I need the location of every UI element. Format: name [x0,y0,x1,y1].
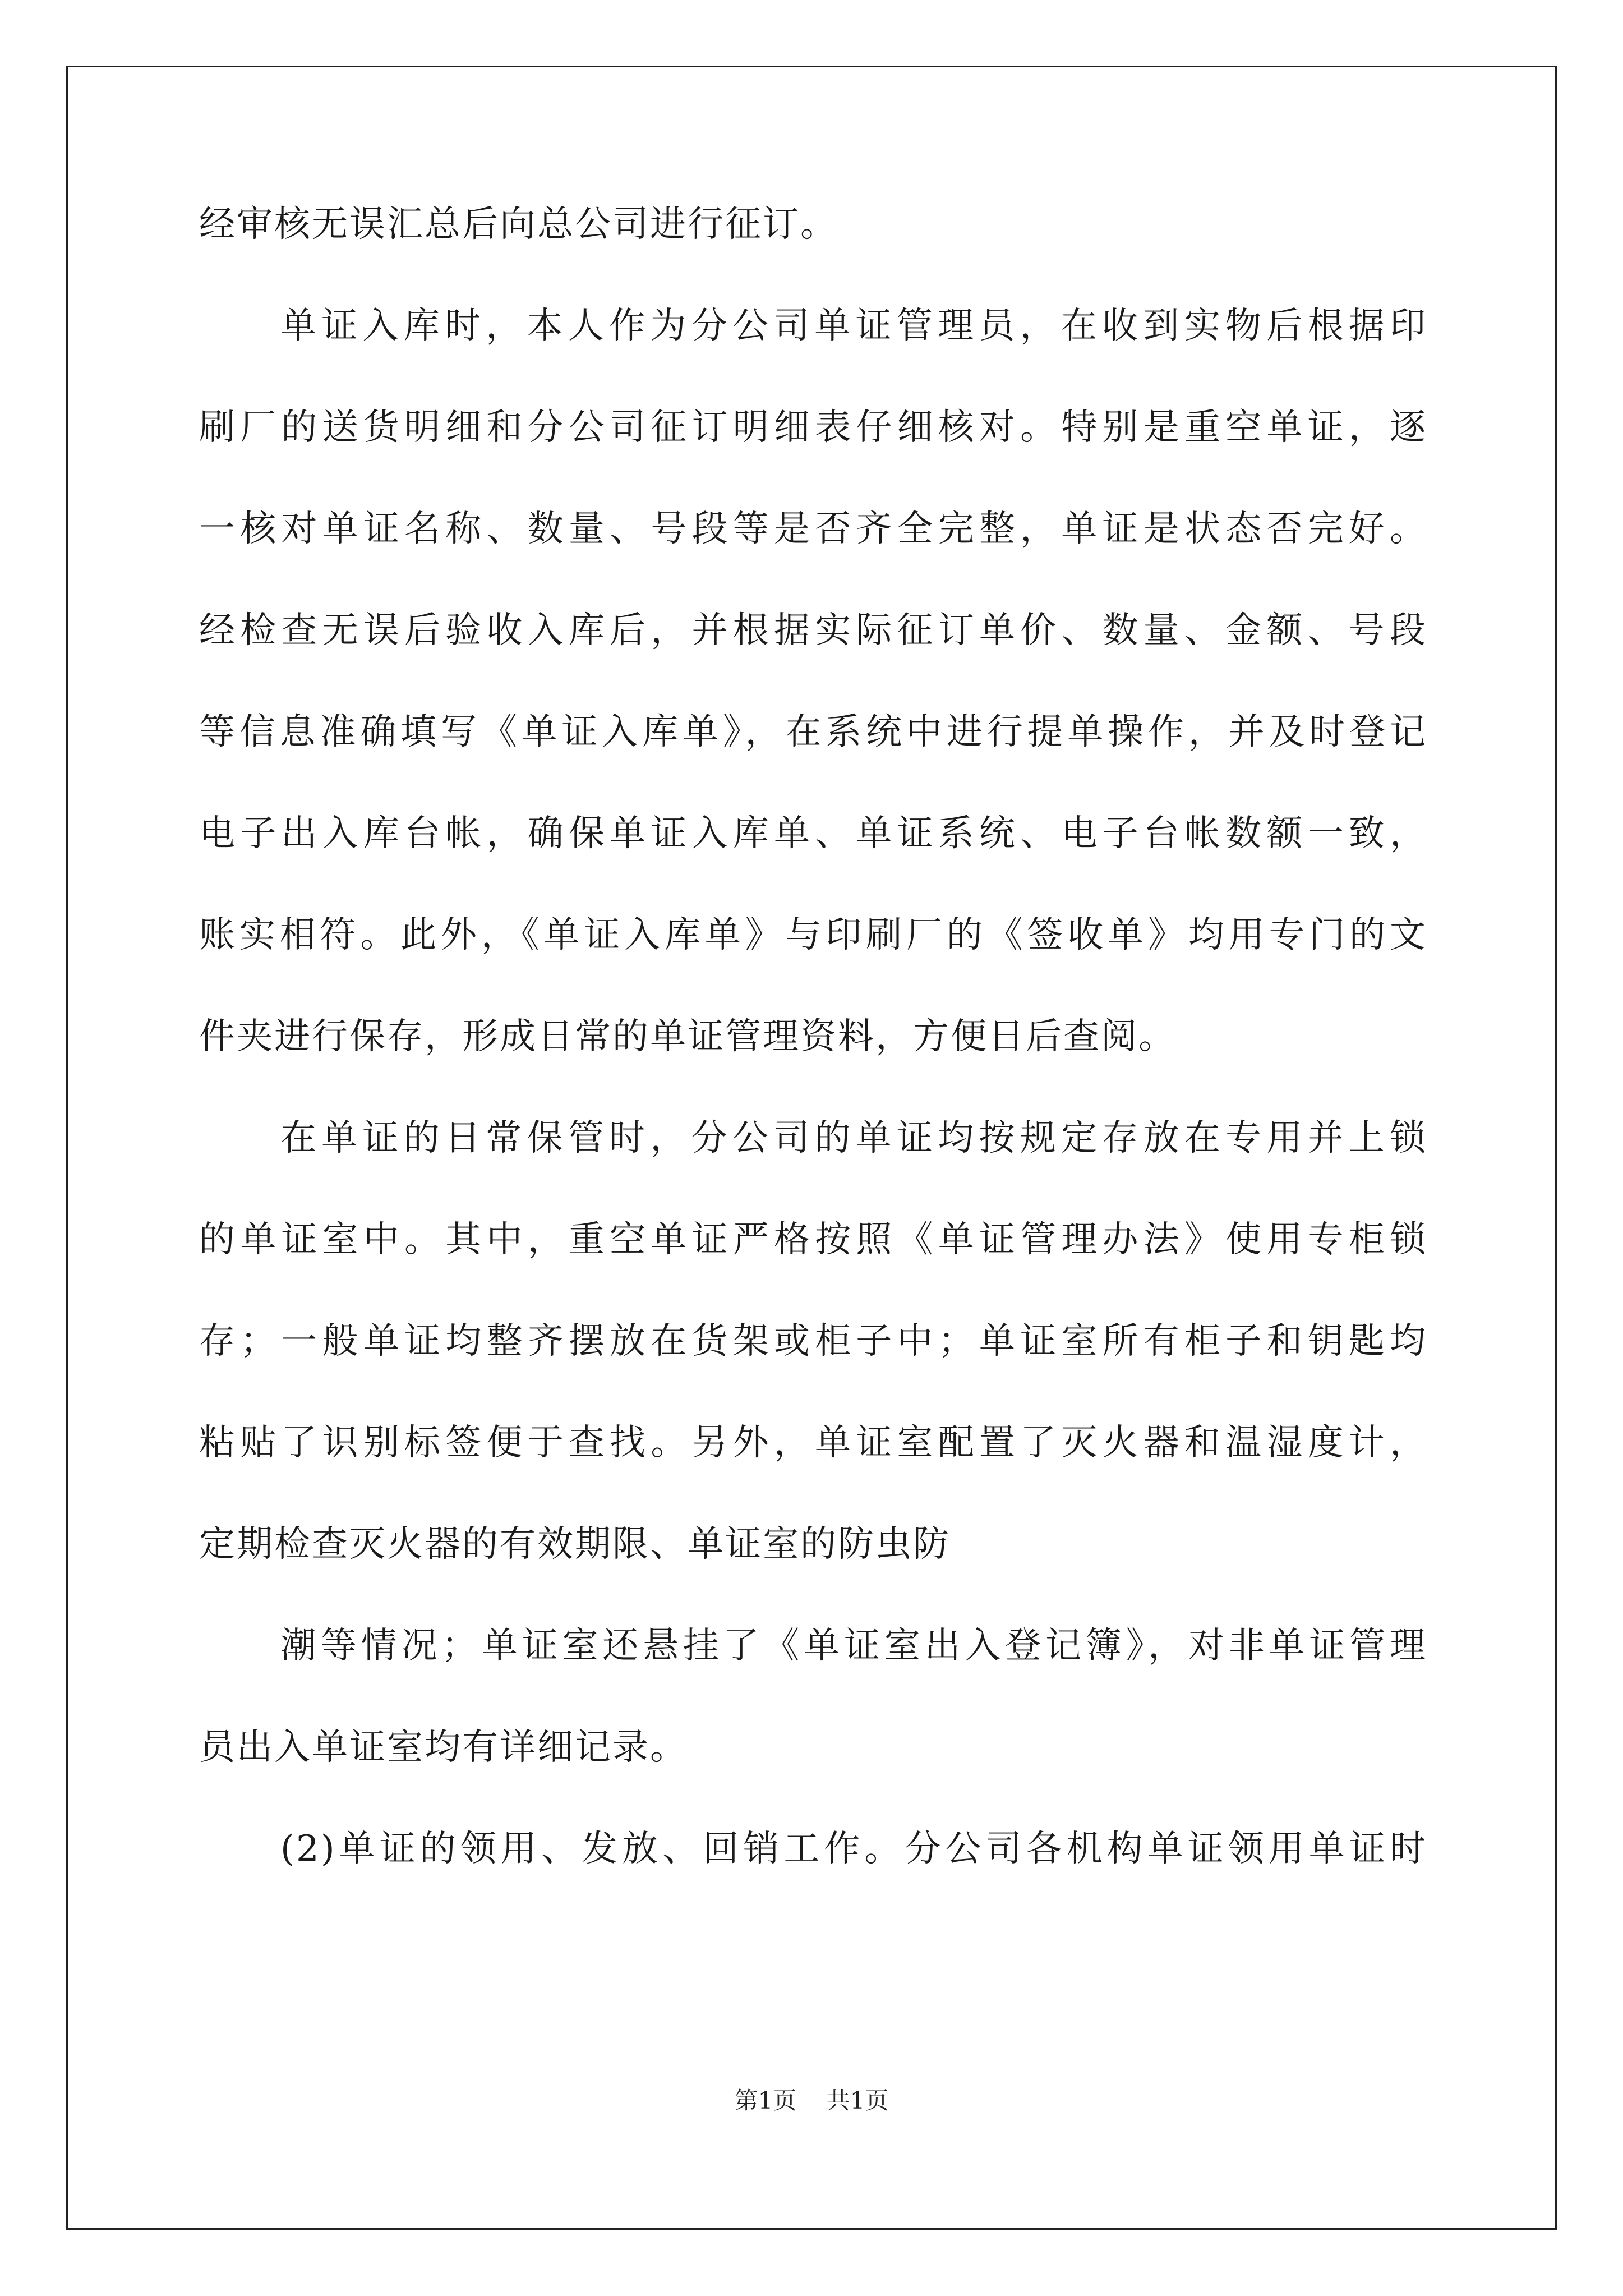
text-line: 一核对单证名称、数量、号段等是否齐全完整，单证是状态否完好。 [199,508,1427,550]
page-number: 第1页 [734,2087,797,2114]
text-line: 单证入库时，本人作为分公司单证管理员，在收到实物后根据印 [280,305,1427,347]
text-line: 经检查无误后验收入库后，并根据实际征订单价、数量、金额、号段 [199,610,1427,651]
text-line: 员出入单证室均有详细记录。 [199,1727,688,1768]
text-line: 账实相符。此外，《单证入库单》与印刷厂的《签收单》均用专门的文 [199,914,1427,956]
text-line: 电子出入库台帐，确保单证入库单、单证系统、电子台帐数额一致， [199,813,1427,854]
text-line: (2)单证的领用、发放、回销工作。分公司各机构单证领用单证时 [280,1828,1427,1870]
text-line: 定期检查灭火器的有效期限、单证室的防虫防 [199,1524,951,1565]
page-footer [0,2082,1623,2116]
body-text [199,191,1427,1917]
text-line: 粘贴了识别标签便于查找。另外，单证室配置了灭火器和温湿度计， [199,1422,1427,1464]
text-line: 在单证的日常保管时，分公司的单证均按规定存放在专用并上锁 [280,1117,1427,1159]
text-line: 经审核无误汇总后向总公司进行征订。 [199,204,838,245]
text-line: 的单证室中。其中，重空单证严格按照《单证管理办法》使用专柜锁 [199,1219,1427,1260]
text-line: 潮等情况；单证室还悬挂了《单证室出入登记簿》，对非单证管理 [280,1625,1427,1667]
text-line: 件夹进行保存，形成日常的单证管理资料，方便日后查阅。 [199,1016,1176,1057]
text-line: 等信息准确填写《单证入库单》，在系统中进行提单操作，并及时登记 [199,711,1427,753]
text-line: 存；一般单证均整齐摆放在货架或柜子中；单证室所有柜子和钥匙均 [199,1320,1427,1362]
page-total: 共1页 [826,2087,889,2114]
text-line: 刷厂的送货明细和分公司征订明细表仔细核对。特别是重空单证，逐 [199,407,1427,448]
